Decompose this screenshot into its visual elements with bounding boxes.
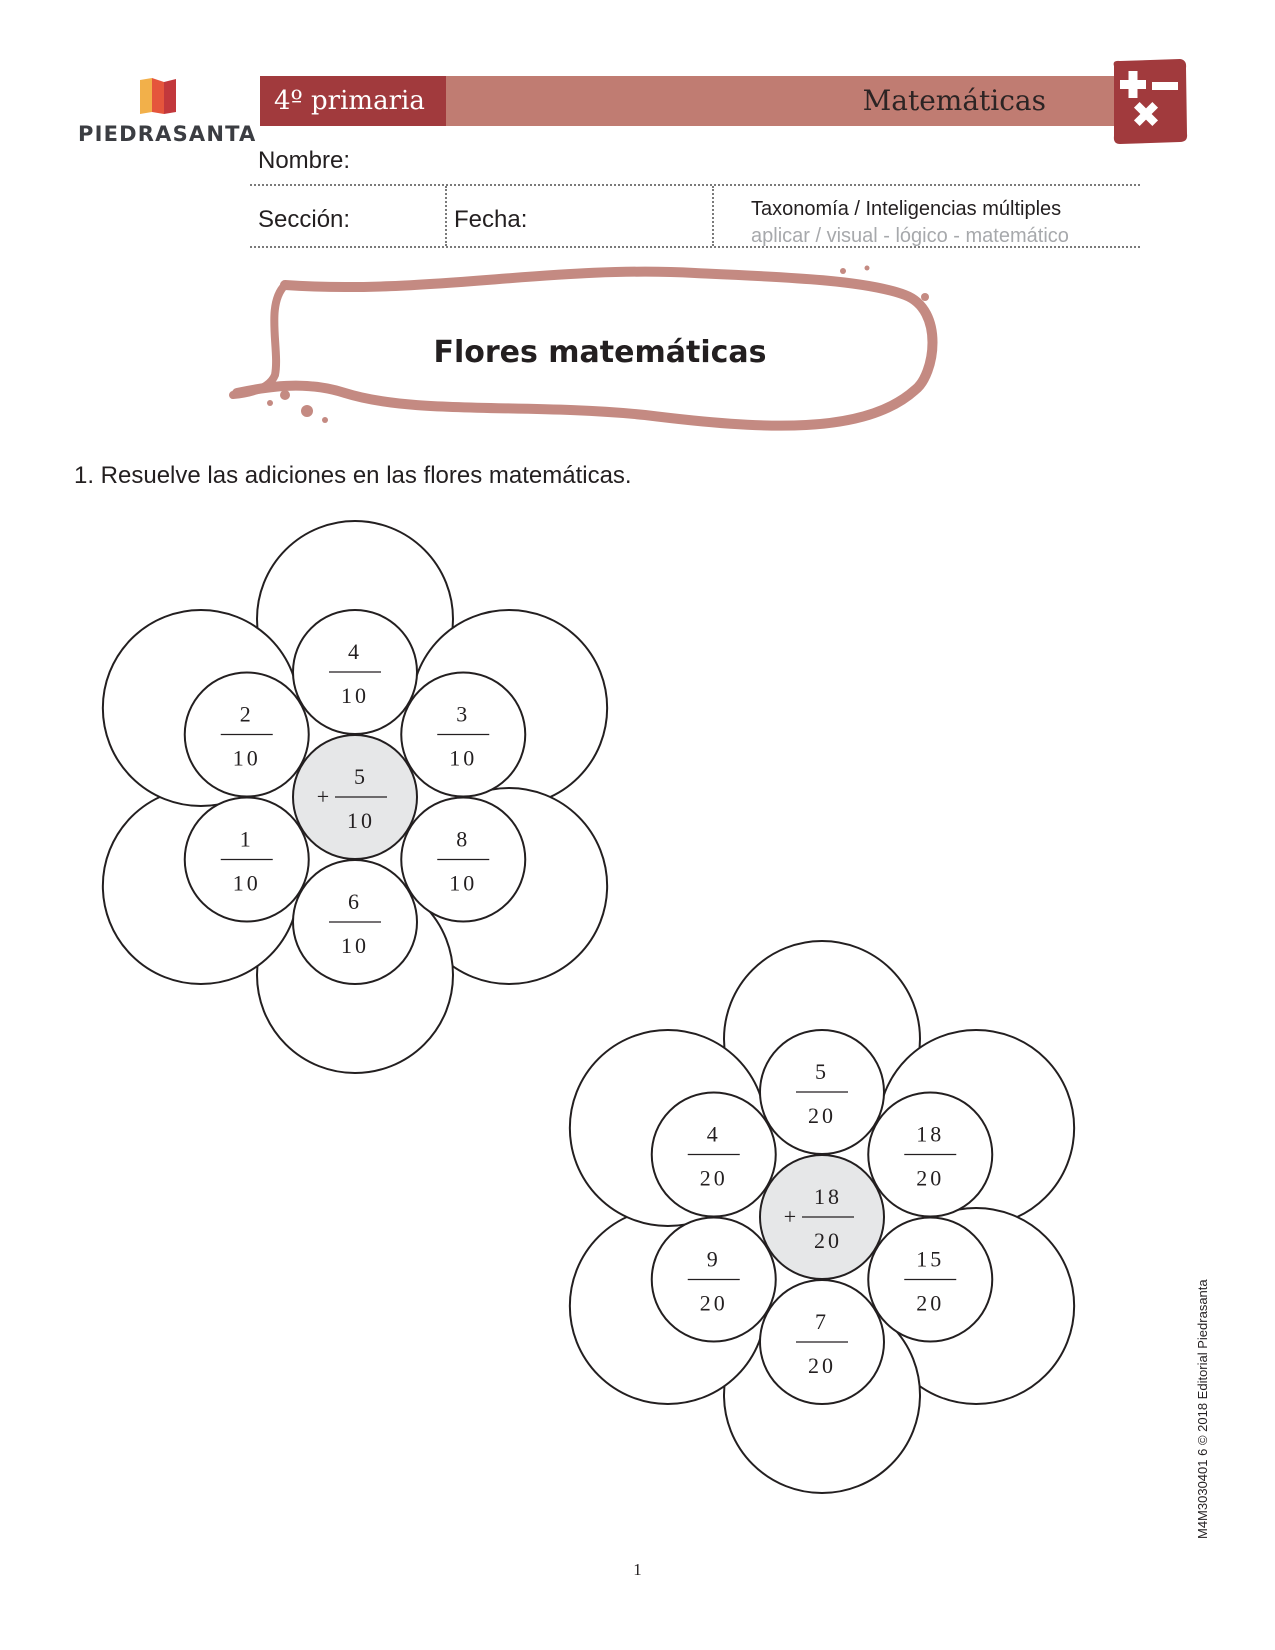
section-field-label: Sección: bbox=[258, 206, 351, 233]
fraction-numerator: 3 bbox=[456, 701, 471, 727]
fraction-numerator: 8 bbox=[456, 826, 471, 852]
fraction-denominator: 20 bbox=[699, 1290, 728, 1316]
fraction-denominator: 20 bbox=[808, 1353, 836, 1378]
flower-2 bbox=[570, 941, 1074, 1493]
fraction-numerator: 18 bbox=[916, 1121, 945, 1147]
fraction-numerator: 5 bbox=[354, 764, 368, 789]
grade-label: 4º primaria bbox=[260, 76, 446, 126]
fraction-denominator: 20 bbox=[699, 1165, 728, 1191]
fraction-denominator: 20 bbox=[916, 1165, 945, 1191]
fraction-denominator: 20 bbox=[808, 1103, 836, 1128]
fraction-numerator: 15 bbox=[916, 1246, 945, 1272]
flower-1 bbox=[103, 521, 607, 1073]
fraction-numerator: 5 bbox=[815, 1059, 829, 1084]
name-field-label: Nombre: bbox=[258, 147, 351, 174]
fraction-denominator: 20 bbox=[814, 1228, 842, 1253]
fraction-denominator: 10 bbox=[232, 745, 261, 771]
fraction-denominator: 20 bbox=[916, 1290, 945, 1316]
fraction-numerator: 9 bbox=[706, 1246, 721, 1272]
fraction-denominator: 10 bbox=[449, 745, 478, 771]
fraction-denominator: 10 bbox=[449, 870, 478, 896]
plus-operator: + bbox=[783, 1204, 797, 1229]
fraction-numerator: 2 bbox=[239, 701, 254, 727]
instruction-text: 1. Resuelve las adiciones en las flores matemáticas. bbox=[74, 462, 632, 489]
taxonomy-values: aplicar / visual - lógico - matemático bbox=[751, 225, 1069, 247]
fraction-numerator: 1 bbox=[239, 826, 254, 852]
fraction-denominator: 10 bbox=[341, 683, 369, 708]
taxonomy-title: Taxonomía / Inteligencias múltiples bbox=[751, 198, 1062, 220]
fraction-numerator: 18 bbox=[814, 1184, 842, 1209]
fraction-numerator: 4 bbox=[348, 639, 362, 664]
copyright-note: M4M3030401 6 © 2018 Editorial Piedrasanta bbox=[1195, 1279, 1210, 1539]
plus-operator: + bbox=[316, 784, 330, 809]
fraction-numerator: 4 bbox=[706, 1121, 721, 1147]
fraction-denominator: 10 bbox=[347, 808, 375, 833]
page-number: 1 bbox=[633, 1560, 642, 1579]
fraction-denominator: 10 bbox=[232, 870, 261, 896]
date-field-label: Fecha: bbox=[454, 206, 528, 233]
fraction-denominator: 10 bbox=[341, 933, 369, 958]
activity-title: Flores matemáticas bbox=[433, 335, 767, 370]
fraction-numerator: 6 bbox=[348, 889, 362, 914]
fraction-numerator: 7 bbox=[815, 1309, 829, 1334]
subject-title: Matemáticas bbox=[862, 84, 1046, 117]
publisher-name: PIEDRASANTA bbox=[78, 122, 257, 146]
